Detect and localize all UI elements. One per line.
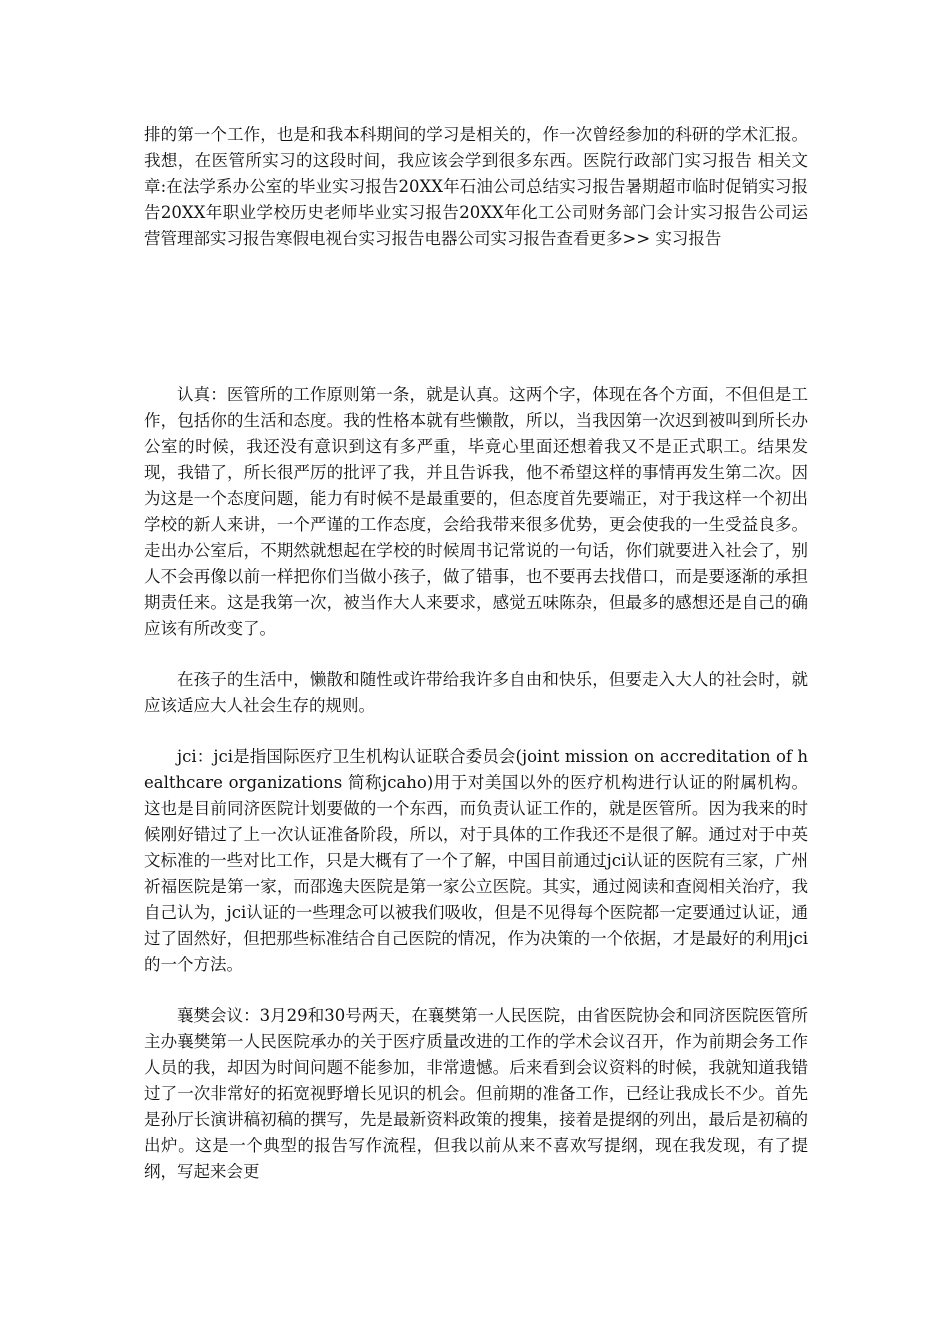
paragraph-child-life: 在孩子的生活中，懒散和随性或许带给我许多自由和快乐，但要走入大人的社会时，就应该适应大人社会生存的规则。	[144, 670, 808, 715]
document-page	[144, 122, 808, 1185]
paragraph-jci: jci：jci是指国际医疗卫生机构认证联合委员会(joint mission on accreditation of healthcare organizations 简称jcaho)用于对美国以外的医疗机构进行认证的附属机构。这也是目前同济医院计划要做的一个东西，而负责认证工作的，就是医管所。因为我来的时候刚好错过了上一次认证准备阶段，所以，对于具体的工作我还不是很了解。通过对于中英文标准的一些对比工作，只是大概有了一个了解，中国目前通过jci认证的医院有三家，广州祈福医院是第一家，而邵逸夫医院是第一家公立医院。其实，通过阅读和查阅相关治疗，我自己认为，jci认证的一些理念可以被我们吸收，但是不见得每个医院都一定要通过认证，通过了固然好，但把那些标准结合自己医院的情况，作为决策的一个依据，才是最好的利用jci的一个方法。	[144, 747, 808, 974]
intro-paragraph: 排的第一个工作，也是和我本科期间的学习是相关的，作一次曾经参加的科研的学术汇报。我想，在医管所实习的这段时间，我应该会学到很多东西。医院行政部门实习报告 相关文章:在法学系办公室的毕业实习报告20XX年石油公司总结实习报告暑期超市临时促销实习报告20XX年职业学校历史老师毕业实习报告20XX年化工公司财务部门会计实习报告公司运营管理部实习报告寒假电视台实习报告电器公司实习报告查看更多>> 实习报告	[144, 125, 808, 248]
paragraph-xiangfan-meeting: 襄樊会议：3月29和30号两天，在襄樊第一人民医院，由省医院协会和同济医院医管所主办襄樊第一人民医院承办的关于医疗质量改进的工作的学术会议召开，作为前期会务工作人员的我，却因为时间问题不能参加，非常遗憾。后来看到会议资料的时候，我就知道我错过了一次非常好的拓宽视野增长见识的机会。但前期的准备工作，已经让我成长不少。首先是孙厅长演讲稿初稿的撰写，先是最新资料政策的搜集，接着是提纲的列出，最后是初稿的出炉。这是一个典型的报告写作流程，但我以前从来不喜欢写提纲，现在我发现，有了提纲，写起来会更	[144, 1006, 808, 1181]
paragraph-renzhen: 认真：医管所的工作原则第一条，就是认真。这两个字，体现在各个方面，不但但是工作，包括你的生活和态度。我的性格本就有些懒散，所以，当我因第一次迟到被叫到所长办公室的时候，我还没有意识到这有多严重，毕竟心里面还想着我又不是正式职工。结果发现，我错了，所长很严厉的批评了我，并且告诉我，他不希望这样的事情再发生第二次。因为这是一个态度问题，能力有时候不是最重要的，但态度首先要端正，对于我这样一个初出学校的新人来讲，一个严谨的工作态度，会给我带来很多优势，更会使我的一生受益良多。走出办公室后，不期然就想起在学校的时候周书记常说的一句话，你们就要进入社会了，别人不会再像以前一样把你们当做小孩子，做了错事，也不要再去找借口，而是要逐渐的承担期责任来。这是我第一次，被当作大人来要求，感觉五味陈杂，但最多的感想还是自己的确应该有所改变了。	[144, 385, 808, 638]
